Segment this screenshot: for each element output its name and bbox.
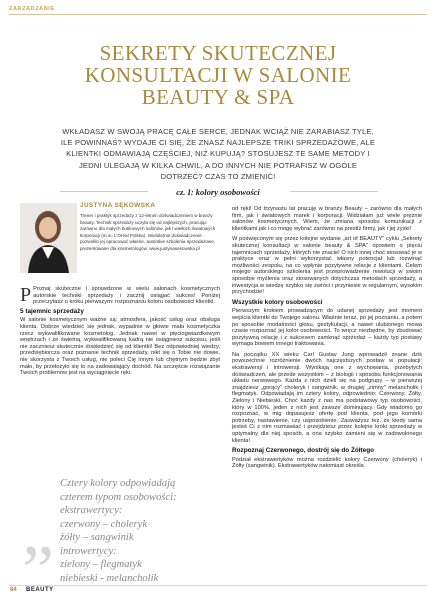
right-column [232,206,422,470]
article-lead: WKŁADASZ W SWOJĄ PRACĘ CAŁE SERCE, JEDNAK WCIĄŻ NIE ZARABIASZ TYLE, ILE POWINNAŚ? WYDAJE CI SIĘ, ŻE ZNASZ NAJLEPSZE TRIKI SPRZEDAŻOWE, ALE KLIENTKI ODMAWIAJĄ CZĘŚCIEJ, NIŻ KUPUJĄ? STOSUJESZ TE SAME METODY I JEDNI ULEGAJĄ W KILKA CHWIL, A DO INNYCH NIE POTRAFISZ W OGÓLE DOTRZEĆ? CZAS TO ZMIENIĆ! [60,127,376,181]
quote-line: czerwony – choleryk [60,518,148,530]
quote-line: introwertycy: [60,545,117,557]
title-line-2: KONSULTACJI W SALONIE [84,63,352,87]
quote-line: żółty – sangwinik [60,532,134,543]
author-photo [20,203,77,273]
dropcap: P [20,284,32,306]
left-heading: 5 tajemnic sprzedaży [20,307,84,315]
article-title [40,42,396,108]
subtitle-rule-right [290,191,378,192]
subtitle-rule-left [60,191,148,192]
right-paragraph: Podział ekstrawertyków można rozdzielić kolory Czerwony (choleryk) i Żółty (sangwinik). Ekstrawertyków natomiast określa [232,456,422,470]
author-bio: Trener i praktyk sprzedaży z 12-letnim doświadczeniem w branży beauty. Technik sprzedaży uczyła się od najlepszych, pracując zarówno dla małych butikowych salonów, jak i wielkich światowych korporacji (m.in. L'Oréal Polska). Wieloletnie doświadczenie pozwoliło jej opracować własne, autorskie szkolenia sprzedażowe, prezentowane dla kosmetologów. www.justynasekowska.pl [80,213,216,251]
right-paragraph: Pierwszym krokiem prowadzącym do udanej sprzedaży jest moment wejścia klientki do Twojego salonu. Właśnie teraz, po jej poznaniu, a potem po sposobie modalności głosu, gestykulacji, a nawet ulubionego mowa czasie rozpoznać jej kolor osobowości. To wręcz niezbędne, by zbudować pozytywną relację i z sukcesem zamknąć sprzedaż – każdy typ postawy wymaga bowiem innego traktowania. [232,308,422,348]
quote-line: ekstrawertycy: [60,505,123,516]
author-portrait-icon [20,203,77,273]
page-number: 84 [10,587,17,593]
right-paragraph: od ręki! Od trzynastu lat pracuję w branży Beauty – zarówno dla małych firm, jak i światowych marek i korporacji. Widziałam już wiele prężnie salonów kosmetycznych. Wiem, że zmiana sposobu komunikacji z klientkami jak i co mogę wybrać zarówno na prestiż firmy, jak i jej zyski! [232,206,422,232]
quote-mark-icon: „ [22,490,54,570]
right-paragraph: W poświęconym się przez kolejne wydanie „art of BEAUTY" cyklu „Sekrety skutecznej konsultacji w salonie beauty & SPA" opowiem o pięciu tajemnicach sprzedaży, których nie znacie! O nich innej choć stosować je w praktyce oraz w pełni wykorzystać własny potencjał lub rozwinąć możliwości zespołu, na co wpłynie pozytywne relacje z klientami. Celem mojego autorskiego szkolenia jest przeprowadzenie rewolucji w swoim sposobie myślenia oraz stosowanych dotychczas metodach sprzedaży, a inwestycja w wiedzę szybko się zwróci i przyniesie w regularnym, wysokim przychodzie! [232,236,422,296]
intro-text: Poznaj skuteczne i sprawdzone w wielu salonach kosmetycznych autorskie techniki sprzedaży i zacznij osiągać sukces! Poniżej przeczytasz o kroku pierwszym: rozpoznaniu koloru osobowości klientki. [33,286,220,306]
quote-line: czterem typom osobowości: [60,491,177,503]
right-paragraph: Na początku XX wieku Carl Gustav Jung wprowadził znane dziś powszechnie rozróżnienie dwóch najczęstszych postaw w populacji: ekstrawersji i introwersji. Wynikają one z wychowania, przebytych doświadczeń, ale przede wszystkim – z biologii i sposobu funkcjonowania układu nerwowego. Każda z nich dzieli się na podgrupy – w pierwszej znajdziesz „gorący" choleryk i sangwinik, w drugiej „zimny" melancholik i flegmatyk. Odpowiadają im cztery kolory, odpowiednio: Czerwony, Żółty, Zielony i Niebieski. Choć każdy z nas ma podstawowy typ osobowości, który w 100%, jeden z nich jest zawsze dominujący. Gdy wiadomo go rozpoznać, w mig dopasujesz ofertę pod klienta, pod jego komórki potrzeby, nastawienie, czy usposobienie. Zauważysz też, że kiedy sama jesteś Ci z nim rozmawiać i przejdziesz przez kolejne kroki sprzedaży w optymalny dla niej sposób, a ona szybko zamieni się w zadowolonego klienta! [232,351,422,444]
footer-divider [9,585,427,586]
quote-line: Cztery kolory odpowiadają [60,478,176,489]
footer-brand: BEAUTY [26,587,54,593]
title-line-3: BEAUTY & SPA [141,85,295,109]
left-column [20,286,220,377]
right-heading: Wszystkie kolory osobowości [232,298,323,306]
header-divider [9,14,427,15]
pull-quote [60,477,220,585]
section-tag: ZARZĄDZANIE [9,6,55,12]
author-name: JUSTYNA SĘKOWSKA [80,202,156,209]
intro-paragraph [20,286,220,306]
author-box [80,202,220,253]
quote-line: niebieski - melancholik [60,572,159,584]
left-paragraph: W salonie kosmetycznym ważne są: atmosfera, jakość usług oraz obsługa klienta. Dobrze wiedzieć się jednak, wypadnie w głowie mała kosmetyczka rzecz wykwalifikowane kosmetolog. Jednak nawet w pięciogwiazdkowym wnętrzach i ze świetną, wykwalifikowaną kadrą nie osiągniesz sukcesu, jeśli nie zaczniesz skutecznie dowiedzieć się od klientki! Bez odpowiedniej wiedzy, przedsiębiorcza oraz poznanie technik sprzedaży, nikt się o Tobie nie dowie, nie skorzysta z Twoich usług, nie poleci Cię innym lub chętnym będzie zbyt mało, by przełożyło się to na zadowalający dochód. Na szczęście rozwiązanie Twoich problemów jest na wyciągnięcie ręki. [20,317,220,377]
quote-line: zielony – flegmatyk [60,559,142,570]
right-heading: Rozpoznaj Czerwonego, dostrój się do Żółtego [232,447,375,455]
article-subtitle: cz. I: kolory osobowości [176,187,260,197]
title-line-1: SEKRETY SKUTECZNEJ [99,41,337,65]
